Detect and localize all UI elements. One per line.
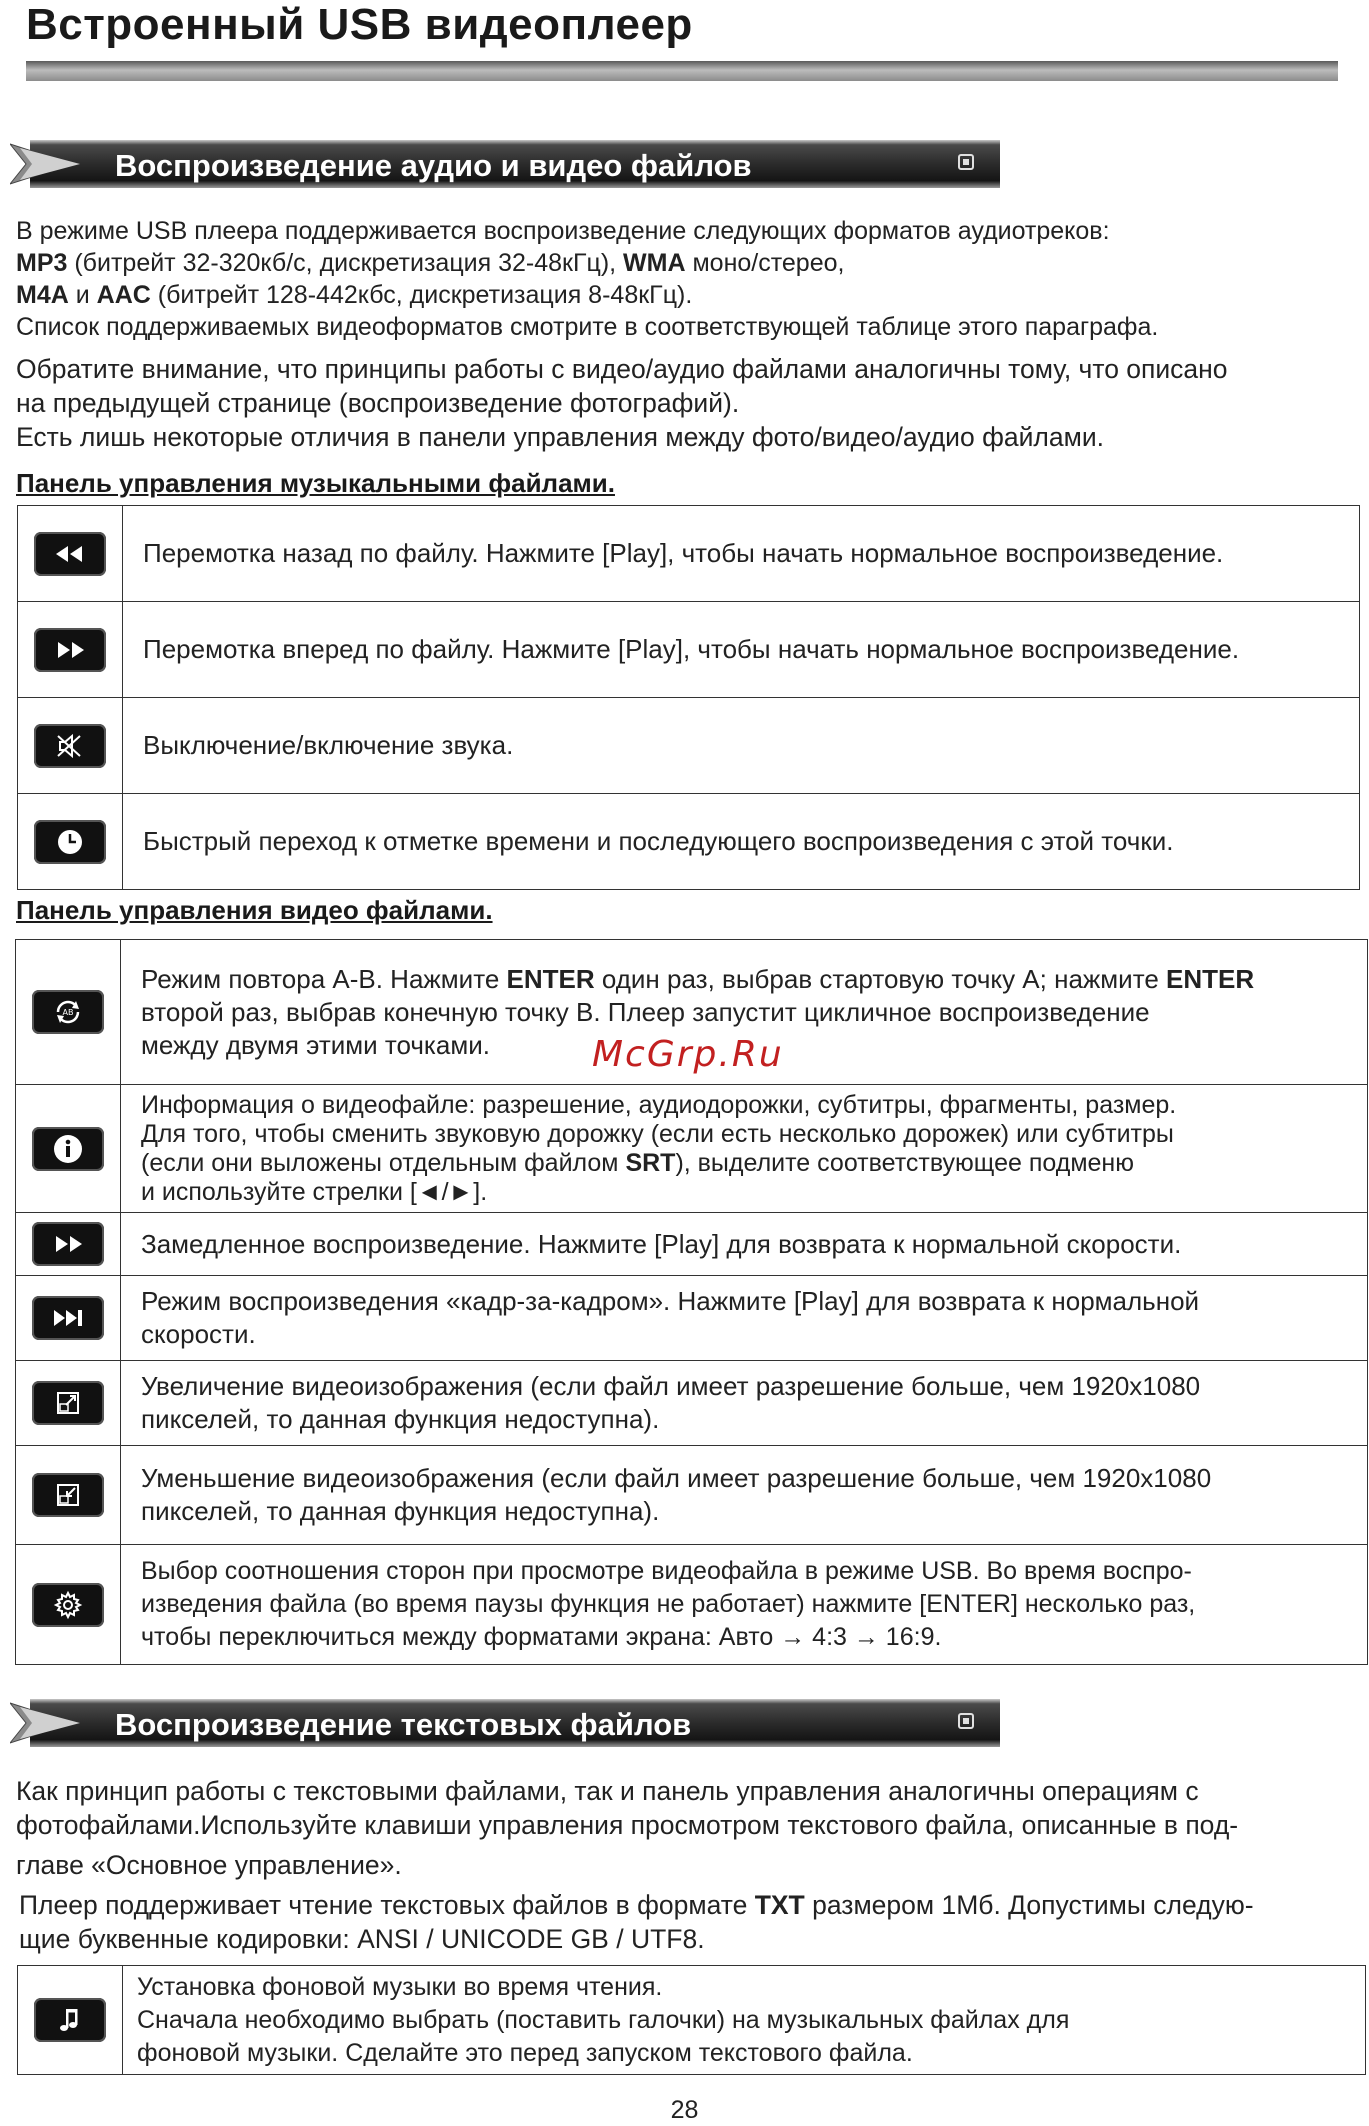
row-text: Быстрый переход к отметке времени и последующего воспроизведения с этой точки. [123, 794, 1360, 890]
text-control-table [17, 1965, 1366, 2075]
row-text: Перемотка вперед по файлу. Нажмите [Play], чтобы начать нормальное воспроизведение. [123, 602, 1360, 698]
banner-arrow-icon [10, 140, 100, 188]
window-icon [958, 1713, 974, 1729]
table-row [16, 1446, 1368, 1545]
icon-cell [18, 794, 123, 890]
row-text [121, 1446, 1368, 1545]
svg-text:AB: AB [62, 1008, 74, 1017]
row-text-part: фоновой музыки. Сделайте это перед запуском текстового файла. [137, 2038, 913, 2067]
step-frame-icon [32, 1296, 104, 1340]
paragraph: на предыдущей странице (воспроизведение фотографий). [16, 388, 740, 418]
table-row [18, 1966, 1366, 2075]
table-row [16, 1213, 1368, 1276]
row-text-part: один раз, выбрав стартовую точку А; нажмите [594, 963, 1167, 994]
music-control-table [17, 505, 1360, 890]
row-text-part: чтобы переключиться между форматами экрана: Авто → 4:3 → 16:9. [141, 1623, 942, 1651]
icon-cell [16, 1361, 121, 1446]
table-row [16, 1545, 1368, 1665]
row-text-part: пикселей, то данная функция недоступна). [141, 1496, 660, 1526]
key-name: ENTER [506, 963, 595, 994]
row-text [123, 1966, 1366, 2075]
window-icon [958, 154, 974, 170]
row-text-part: ), выделите соответствующее подменю [675, 1148, 1134, 1177]
paragraph: Как принцип работы с текстовыми файлами, так и панель управления аналогичны операциям с [16, 1776, 1199, 1806]
info-icon [32, 1127, 104, 1171]
table-row [16, 1361, 1368, 1446]
table-row [18, 698, 1360, 794]
icon-cell [16, 1545, 121, 1665]
icon-cell [16, 1085, 121, 1213]
row-text-part: Режим воспроизведения «кадр-за-кадром». Нажмите [Play] для возврата к нормальной [141, 1286, 1200, 1316]
paragraph: Обратите внимание, что принципы работы с видео/аудио файлами аналогичны тому, что описано [16, 354, 1228, 384]
paragraph [16, 279, 1346, 311]
key-name: ENTER [1166, 963, 1255, 994]
section-title: Воспроизведение текстовых файлов [115, 1707, 692, 1742]
row-text: Замедленное воспроизведение. Нажмите [Play] для возврата к нормальной скорости. [121, 1213, 1368, 1276]
row-text-part: Информация о видеофайле: разрешение, аудиодорожки, субтитры, фрагменты, размер. [141, 1090, 1177, 1119]
row-text-part: Увеличение видеоизображения (если файл имеет разрешение больше, чем 1920х1080 [141, 1371, 1201, 1401]
icon-cell [16, 940, 121, 1085]
paragraph-text: размером 1Мб. Допустимы следую- [804, 1890, 1254, 1920]
row-text: Выключение/включение звука. [123, 698, 1360, 794]
icon-cell [16, 1446, 121, 1545]
rewind-icon [34, 532, 106, 576]
zoom-out-icon [32, 1473, 104, 1517]
row-text [121, 1276, 1368, 1361]
row-text [121, 1545, 1368, 1665]
gear-icon [32, 1583, 104, 1627]
video-panel-heading: Панель управления видео файлами. [16, 895, 493, 925]
page-number: 28 [670, 2096, 699, 2124]
paragraph-text: (битрейт 32-320кб/с, дискретизация 32-48кГц), [67, 249, 624, 277]
paragraph-text: (битрейт 128-442кбс, дискретизация 8-48кГц). [150, 281, 693, 309]
icon-cell [16, 1276, 121, 1361]
row-text: Перемотка назад по файлу. Нажмите [Play], чтобы начать нормальное воспроизведение. [123, 506, 1360, 602]
format-name: SRT [625, 1148, 676, 1177]
format-name: AAC [96, 281, 151, 309]
row-text-part: между двумя этими точками. [141, 1029, 490, 1060]
paragraph: Список поддерживаемых видеоформатов смотрите в соответствующей таблице этого параграфа. [16, 313, 1159, 341]
icon-cell [18, 506, 123, 602]
paragraph: главе «Основное управление». [16, 1850, 402, 1880]
page-title: Встроенный USB видеоплеер [26, 0, 693, 49]
banner-arrow-icon [10, 1699, 100, 1747]
row-text-part: пикселей, то данная функция недоступна). [141, 1404, 660, 1434]
table-row [16, 1276, 1368, 1361]
paragraph: щие буквенные кодировки: ANSI / UNICODE GB / UTF8. [19, 1924, 705, 1954]
row-text-part: и используйте стрелки [◄/►]. [141, 1177, 488, 1206]
section-banner-audio-video [10, 140, 1000, 188]
music-panel-heading: Панель управления музыкальными файлами. [16, 468, 615, 498]
row-text [121, 1085, 1368, 1213]
icon-cell [18, 1966, 123, 2075]
fast-forward-icon [34, 628, 106, 672]
row-text-part: Для того, чтобы сменить звуковую дорожку (если есть несколько дорожек) или субтитры [141, 1119, 1174, 1148]
row-text-part: Режим повтора А-В. Нажмите [141, 963, 507, 994]
section-title: Воспроизведение аудио и видео файлов [115, 148, 752, 183]
paragraph: В режиме USB плеера поддерживается воспроизведение следующих форматов аудиотреков: [16, 217, 1110, 245]
table-row [18, 506, 1360, 602]
icon-cell [16, 1213, 121, 1276]
row-text-part: Уменьшение видеоизображения (если файл имеет разрешение больше, чем 1920х1080 [141, 1463, 1212, 1493]
row-text-part: Сначала необходимо выбрать (поставить галочки) на музыкальных файлах для [137, 2005, 1070, 2034]
table-row [18, 794, 1360, 890]
format-name: M4A [16, 281, 69, 309]
slow-motion-icon [32, 1222, 104, 1266]
paragraph-text: и [68, 281, 97, 309]
paragraph-text: Плеер поддерживает чтение текстовых файлов в формате [19, 1890, 755, 1920]
clock-icon [34, 820, 106, 864]
paragraph [19, 1888, 1349, 1922]
table-row [16, 1085, 1368, 1213]
paragraph-text: моно/стерео, [685, 249, 845, 277]
watermark: McGrp.Ru [592, 1034, 784, 1075]
row-text-part: изведения файла (во время паузы функция не работает) нажмите [ENTER] несколько раз, [141, 1590, 1196, 1618]
music-note-icon [34, 1998, 106, 2042]
zoom-in-icon [32, 1381, 104, 1425]
title-divider [26, 61, 1338, 81]
icon-cell [18, 698, 123, 794]
table-row [18, 602, 1360, 698]
format-name: WMA [623, 249, 686, 277]
format-name: MP3 [16, 249, 68, 277]
paragraph: фотофайлами.Используйте клавиши управления просмотром текстового файла, описанные в под- [16, 1810, 1239, 1840]
row-text-part: (если они выложены отдельным файлом [141, 1148, 626, 1177]
row-text-part: скорости. [141, 1319, 256, 1349]
row-text-part: второй раз, выбрав конечную точку В. Плеер запустит цикличное воспроизведение [141, 996, 1150, 1027]
icon-cell [18, 602, 123, 698]
row-text-part: Выбор соотношения сторон при просмотре видеофайла в режиме USB. Во время воспро- [141, 1557, 1192, 1585]
row-text [121, 1361, 1368, 1446]
row-text-part: Установка фоновой музыки во время чтения. [137, 1972, 663, 2001]
format-name: TXT [754, 1890, 805, 1920]
repeat-ab-icon [32, 990, 104, 1034]
paragraph [16, 247, 1346, 279]
section-banner-text-files [10, 1699, 1000, 1747]
mute-icon [34, 724, 106, 768]
paragraph: Есть лишь некоторые отличия в панели управления между фото/видео/аудио файлами. [16, 422, 1105, 452]
